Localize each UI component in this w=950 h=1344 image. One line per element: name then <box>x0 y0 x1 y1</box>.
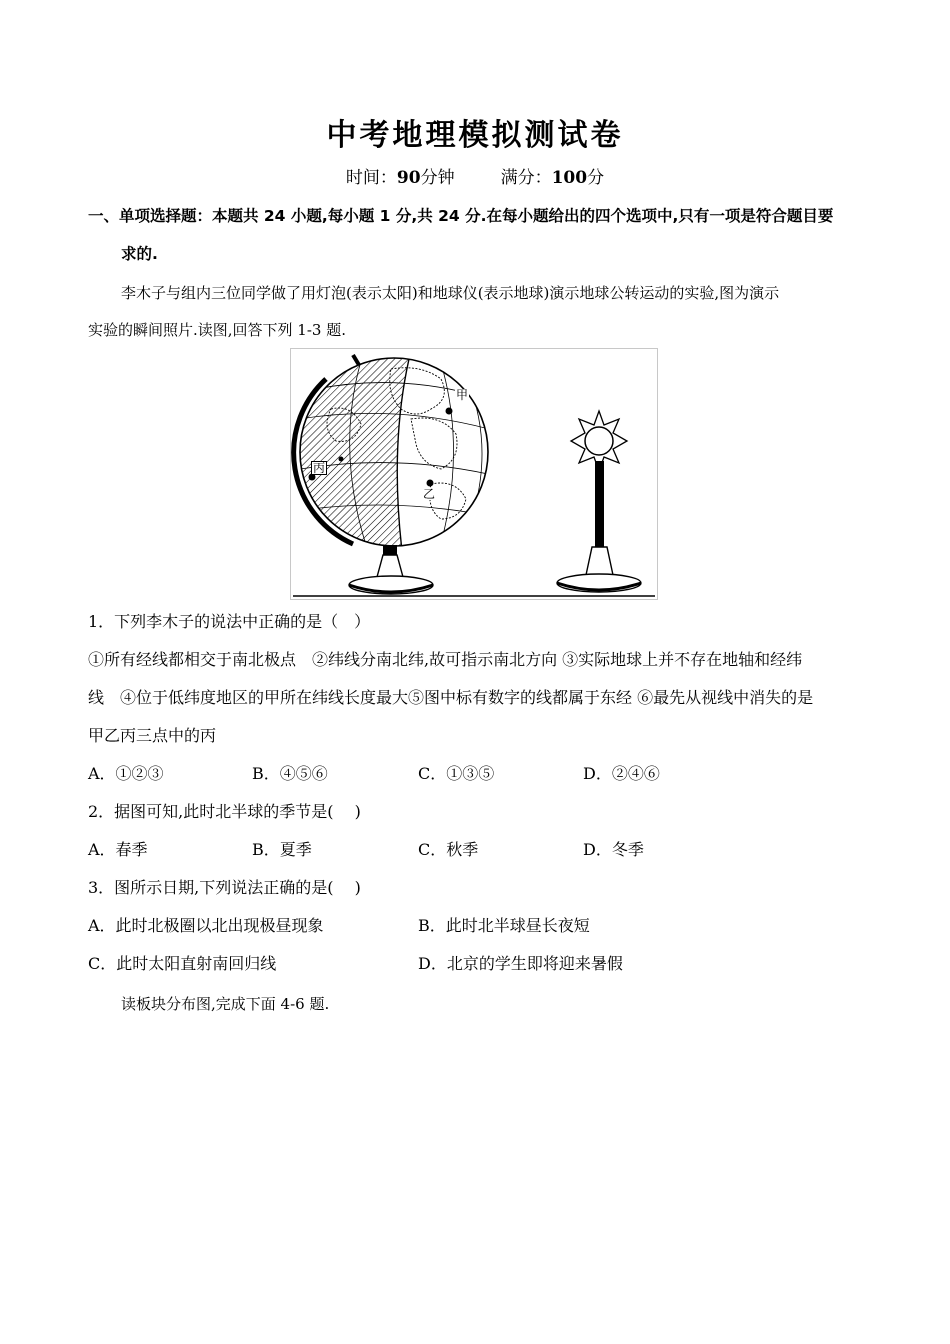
intro-text-line-2: 实验的瞬间照片.读图,回答下列 1-3 题. <box>88 321 346 339</box>
score-value: 100 <box>551 168 588 188</box>
intro-text-2: 读板块分布图,完成下面 4-6 题. <box>121 995 330 1013</box>
intro-text-line-1: 李木子与组内三位同学做了用灯泡(表示太阳)和地球仪(表示地球)演示地球公转运动的实验,图为演示 <box>121 284 780 302</box>
time-unit: 分钟 <box>420 168 455 188</box>
question-1-body-line-2: 线 ④位于低纬度地区的甲所在纬线长度最大⑤图中标有数字的线都属于东经 ⑥最先从视线中消失的是 <box>88 688 814 707</box>
lamp-pole <box>595 461 604 547</box>
globe-lamp-illustration <box>291 349 657 599</box>
score-label: 满分： <box>500 168 552 188</box>
question-1-body-line-3: 甲乙丙三点中的丙 <box>88 726 217 745</box>
question-2-option-a[interactable]: A．春季 <box>88 840 148 859</box>
point-marker <box>339 457 344 462</box>
label-bing: 丙 <box>313 461 326 475</box>
time-label: 时间： <box>345 168 397 188</box>
question-3-option-a[interactable]: A．此时北极圈以北出现极昼现象 <box>88 916 324 935</box>
question-1-option-b[interactable]: B．④⑤⑥ <box>252 764 328 783</box>
globe-stand-joint <box>383 545 397 555</box>
point-jia <box>446 408 453 415</box>
time-value: 90 <box>396 168 421 188</box>
question-2-stem: 2．据图可知,此时北半球的季节是( ) <box>88 802 361 821</box>
question-3-option-b[interactable]: B．此时北半球昼长夜短 <box>418 916 590 935</box>
question-2-option-c[interactable]: C．秋季 <box>418 840 479 859</box>
question-1-body-line-1: ①所有经线都相交于南北极点 ②纬线分南北纬,故可指示南北方向 ③实际地球上并不存在地轴和经纬 <box>88 650 803 669</box>
question-3-stem: 3．图所示日期,下列说法正确的是( ) <box>88 878 361 897</box>
point-yi <box>427 480 434 487</box>
exam-title: 中考地理模拟测试卷 <box>326 118 624 153</box>
section-heading-line-2: 求的. <box>121 245 158 263</box>
axis-top <box>353 355 359 365</box>
question-1-option-c[interactable]: C．①③⑤ <box>418 764 495 783</box>
question-2-option-d[interactable]: D．冬季 <box>583 840 644 859</box>
section-heading-line-1: 一、单项选择题：本题共 24 小题,每小题 1 分,共 24 分.在每小题给出的四个选项中,只有一项是符合题目要 <box>88 207 834 225</box>
question-1-stem: 1．下列李木子的说法中正确的是（ ） <box>88 612 371 631</box>
score-unit: 分 <box>587 168 605 188</box>
exam-meta <box>0 163 950 188</box>
label-jia: 甲 <box>456 388 469 402</box>
question-2-option-b[interactable]: B．夏季 <box>252 840 312 859</box>
label-yi: 乙 <box>423 487 436 501</box>
question-1-option-d[interactable]: D．②④⑥ <box>583 764 660 783</box>
question-3-option-d[interactable]: D．北京的学生即将迎来暑假 <box>418 954 623 973</box>
question-1-option-a[interactable]: A．①②③ <box>88 764 164 783</box>
question-3-option-c[interactable]: C．此时太阳直射南回归线 <box>88 954 277 973</box>
lamp-stand-neck <box>586 547 613 575</box>
globe-stand-neck <box>377 555 403 577</box>
globe-experiment-figure <box>290 348 658 600</box>
